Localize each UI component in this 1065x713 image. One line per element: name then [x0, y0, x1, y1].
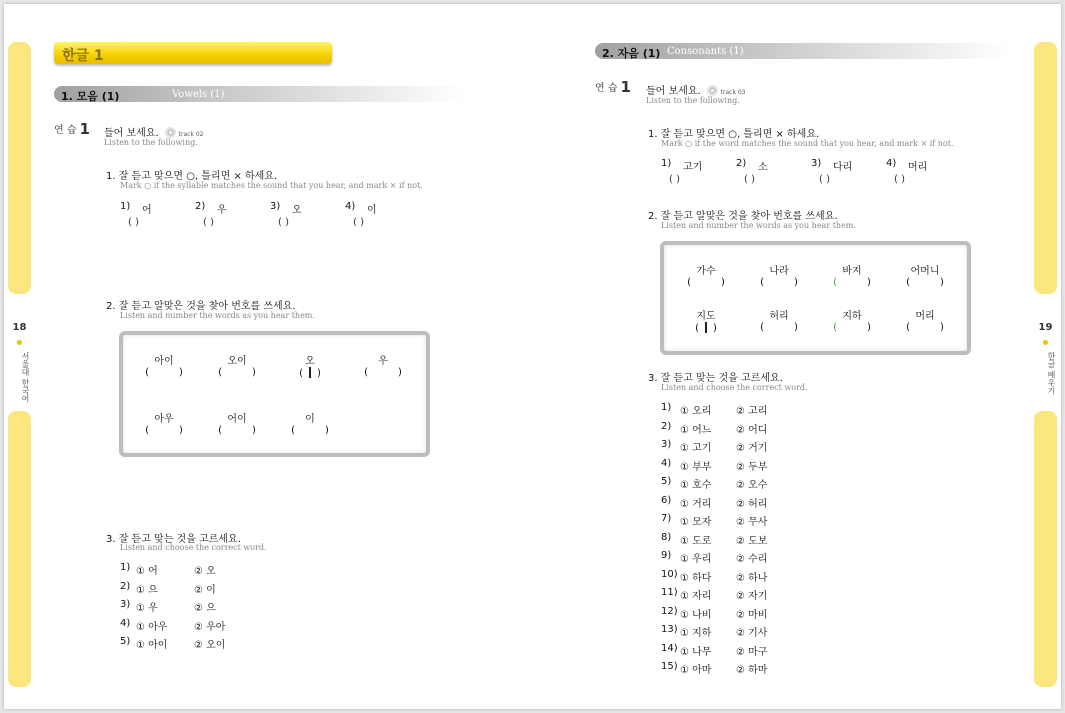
q3-item-number: 1) [120, 562, 131, 573]
q3-option-1: ① 거리 [680, 498, 712, 510]
q2-answer-paren: ( ) [218, 425, 256, 436]
q2-word: 어머니 [910, 266, 940, 277]
text-cursor [705, 322, 707, 333]
left-edge-decor-bottom [8, 411, 31, 687]
q1-answer-blank: ( ) [669, 174, 680, 185]
q3-option-2: ② 오수 [736, 480, 768, 491]
left-section-bar [54, 86, 464, 102]
right-exercise-instruction: 들어 보세요. track 03 [646, 86, 746, 97]
left-q2-prompt: 2. 잘 듣고 알맞은 것을 찾아 번호를 쓰세요. [106, 301, 296, 312]
q3-item-number: 11) [661, 587, 678, 598]
right-q2-word-box [660, 241, 971, 355]
q3-item-number: 8) [661, 531, 672, 543]
q3-item-number: 6) [661, 494, 672, 506]
q3-option-2: ② 고리 [736, 406, 768, 417]
left-edge-dot [17, 340, 22, 345]
q3-item-number: 3) [120, 599, 131, 611]
right-q1-prompt-en: Mark ○ if the word matches the sound that you hear, and mark × if not. [661, 139, 954, 148]
q1-item-number: 3) [811, 158, 822, 169]
q1-item-number: 1) [120, 201, 131, 212]
q1-item-word: 고기 [683, 162, 703, 173]
q1-item-word: 오 [292, 205, 302, 216]
left-side-label: 서울대 한국어 [21, 352, 30, 403]
q3-option-2: ② 마비 [736, 609, 768, 621]
q3-option-1: ① 어느 [680, 424, 712, 436]
q3-option-2: ② 허리 [736, 498, 768, 510]
q3-option-2: ② 도보 [736, 535, 768, 547]
left-edge-decor-top [8, 42, 31, 294]
q1-item-word: 머리 [908, 162, 928, 173]
q3-option-2: ② 거기 [736, 443, 768, 454]
q2-answer-paren: ( ) [906, 322, 944, 333]
q2-word: 우 [378, 356, 388, 367]
q3-option-1: ① 오리 [680, 406, 712, 417]
q1-answer-blank: ( ) [203, 217, 214, 228]
q1-item-word: 어 [142, 205, 152, 216]
q2-answer-paren: ( ) [687, 277, 725, 288]
left-exercise-instruction-en: Listen to the following. [104, 138, 198, 147]
right-q2-prompt: 2. 잘 듣고 알맞은 것을 찾아 번호를 쓰세요. [648, 211, 838, 222]
q3-option-2: ② 하나 [736, 572, 768, 584]
q3-item-number: 10) [661, 568, 678, 580]
q3-item-number: 1) [661, 402, 672, 413]
q1-item-number: 4) [886, 158, 897, 169]
right-q1-prompt: 1. 잘 듣고 맞으면 ○, 틀리면 × 하세요. [648, 129, 820, 140]
q3-option-1: ① 어 [136, 566, 158, 577]
q3-option-2: ② 이 [194, 584, 216, 596]
q3-option-2: ② 하마 [736, 665, 768, 676]
q1-answer-blank: ( ) [894, 174, 905, 185]
q3-option-1: ① 나비 [680, 609, 712, 621]
left-q1-prompt-en: Mark ○ if the syllable matches the sound that you hear, and mark × if not. [120, 181, 423, 190]
q3-item-number: 5) [661, 476, 672, 487]
q2-word: 지도 [696, 311, 716, 322]
q2-word: 오 [305, 356, 315, 367]
q3-option-2: ② 기사 [736, 628, 768, 639]
q3-option-1: ① 모자 [680, 517, 712, 528]
right-exercise-instruction-en: Listen to the following. [646, 96, 740, 105]
q3-option-2: ② 어디 [736, 424, 768, 436]
q1-item-number: 2) [195, 201, 206, 212]
q3-item-number: 4) [661, 457, 672, 469]
q3-item-number: 7) [661, 513, 672, 524]
q1-item-word: 우 [217, 205, 227, 216]
right-edge-decor-top [1034, 42, 1057, 294]
q3-option-1: ① 으 [136, 584, 158, 596]
q3-option-2: ② 우아 [194, 621, 226, 633]
right-q2-prompt-en: Listen and number the words as you hear them. [661, 221, 856, 230]
q2-word: 오이 [227, 356, 247, 367]
textbook-spread [4, 4, 1061, 709]
q3-option-1: ① 호수 [680, 480, 712, 491]
q3-option-1: ① 자리 [680, 591, 712, 602]
q3-item-number: 3) [661, 439, 672, 450]
left-q3-prompt: 3. 잘 듣고 맞는 것을 고르세요. [106, 534, 241, 545]
q3-item-number: 2) [120, 580, 131, 592]
right-q3-prompt: 3. 잘 듣고 맞는 것을 고르세요. [648, 373, 783, 384]
q3-item-number: 12) [661, 605, 678, 617]
cd-icon [707, 85, 718, 96]
right-edge-decor-bottom [1034, 411, 1057, 687]
right-section-title: 2. 자음 (1) [602, 47, 661, 60]
right-exercise-label: 연 습 1 [595, 78, 631, 96]
left-q2-word-box [119, 331, 430, 457]
right-page-number: 19 [1038, 322, 1053, 333]
q3-option-2: ② 오 [194, 566, 216, 577]
q2-answer-paren: ( ) [760, 322, 798, 333]
q2-answer-paren: ( ) [760, 277, 798, 288]
q3-option-2: ② 으 [194, 603, 216, 615]
q2-answer-paren: ( ) [695, 323, 717, 334]
q1-answer-blank: ( ) [353, 217, 364, 228]
left-q1-prompt: 1. 잘 듣고 맞으면 ○, 틀리면 × 하세요. [106, 171, 278, 182]
q2-answer-paren: ( ) [299, 368, 321, 379]
q2-word: 이 [305, 414, 315, 425]
q3-option-1: ① 부부 [680, 461, 712, 473]
left-section-subtitle: Vowels (1) [172, 89, 225, 100]
q1-answer-blank: ( ) [278, 217, 289, 228]
q2-answer-paren: ( ) [145, 425, 183, 436]
q3-option-2: ② 무사 [736, 517, 768, 528]
q3-option-1: ① 나무 [680, 646, 712, 658]
q3-option-1: ① 우 [136, 603, 158, 615]
q2-word: 가수 [696, 266, 716, 277]
q1-answer-blank: ( ) [819, 174, 830, 185]
q1-item-word: 다리 [833, 162, 853, 173]
q2-answer-paren: ( ) [906, 277, 944, 288]
q3-item-number: 9) [661, 550, 672, 561]
q3-option-2: ② 수리 [736, 554, 768, 565]
q3-option-1: ① 아마 [680, 665, 712, 676]
q2-answer-paren: ( ) [833, 277, 871, 288]
q2-answer-paren: ( ) [364, 367, 402, 378]
q2-word: 어이 [227, 414, 247, 425]
q2-word: 지하 [842, 311, 862, 322]
q3-item-number: 2) [661, 420, 672, 432]
q2-answer-paren: ( ) [291, 425, 329, 436]
q3-option-1: ① 도로 [680, 535, 712, 547]
q1-item-number: 2) [736, 158, 747, 169]
q2-word: 아이 [154, 356, 174, 367]
q3-option-1: ① 지하 [680, 628, 712, 639]
q2-word: 나라 [769, 266, 789, 277]
q2-answer-paren: ( ) [833, 322, 871, 333]
q1-item-word: 소 [758, 162, 768, 173]
q3-option-2: ② 두부 [736, 461, 768, 473]
q3-item-number: 13) [661, 624, 678, 635]
q1-item-word: 이 [367, 205, 377, 216]
left-q2-prompt-en: Listen and number the words as you hear them. [120, 311, 315, 320]
left-exercise-instruction: 들어 보세요. track 02 [104, 128, 204, 139]
q3-option-1: ① 우리 [680, 554, 712, 565]
q2-word: 아우 [154, 414, 174, 425]
left-page-number: 18 [12, 322, 27, 333]
right-section-subtitle: Consonants (1) [667, 46, 744, 57]
q1-answer-blank: ( ) [744, 174, 755, 185]
q3-option-1: ① 하다 [680, 572, 712, 584]
left-q3-prompt-en: Listen and choose the correct word. [120, 543, 267, 552]
q3-item-number: 14) [661, 642, 678, 654]
q1-answer-blank: ( ) [128, 217, 139, 228]
right-section-bar [595, 43, 1010, 59]
q3-option-2: ② 자기 [736, 591, 768, 602]
q2-answer-paren: ( ) [218, 367, 256, 378]
chapter-title-bar [54, 42, 332, 64]
q3-option-1: ① 아이 [136, 640, 168, 652]
left-exercise-label: 연 습 1 [54, 120, 90, 138]
cd-icon [165, 127, 176, 138]
q2-answer-paren: ( ) [145, 367, 183, 378]
q3-option-1: ① 고기 [680, 443, 712, 454]
q3-item-number: 5) [120, 636, 131, 648]
q2-word: 머리 [915, 311, 935, 322]
q3-item-number: 15) [661, 661, 678, 672]
q1-item-number: 3) [270, 201, 281, 212]
q2-word: 바지 [842, 266, 862, 277]
q1-item-number: 1) [661, 158, 672, 169]
q3-option-2: ② 오이 [194, 640, 226, 652]
q3-option-2: ② 마구 [736, 646, 768, 658]
right-q3-prompt-en: Listen and choose the correct word. [661, 383, 808, 392]
chapter-title: 한글 1 [62, 48, 104, 64]
q3-option-1: ① 아우 [136, 621, 168, 633]
right-edge-dot [1043, 340, 1048, 345]
right-side-label: 한글 배우기 [1047, 352, 1056, 395]
q1-item-number: 4) [345, 201, 356, 212]
left-section-title: 1. 모음 (1) [61, 90, 120, 103]
text-cursor [309, 367, 311, 378]
q2-word: 허리 [769, 311, 789, 322]
q3-item-number: 4) [120, 617, 131, 629]
